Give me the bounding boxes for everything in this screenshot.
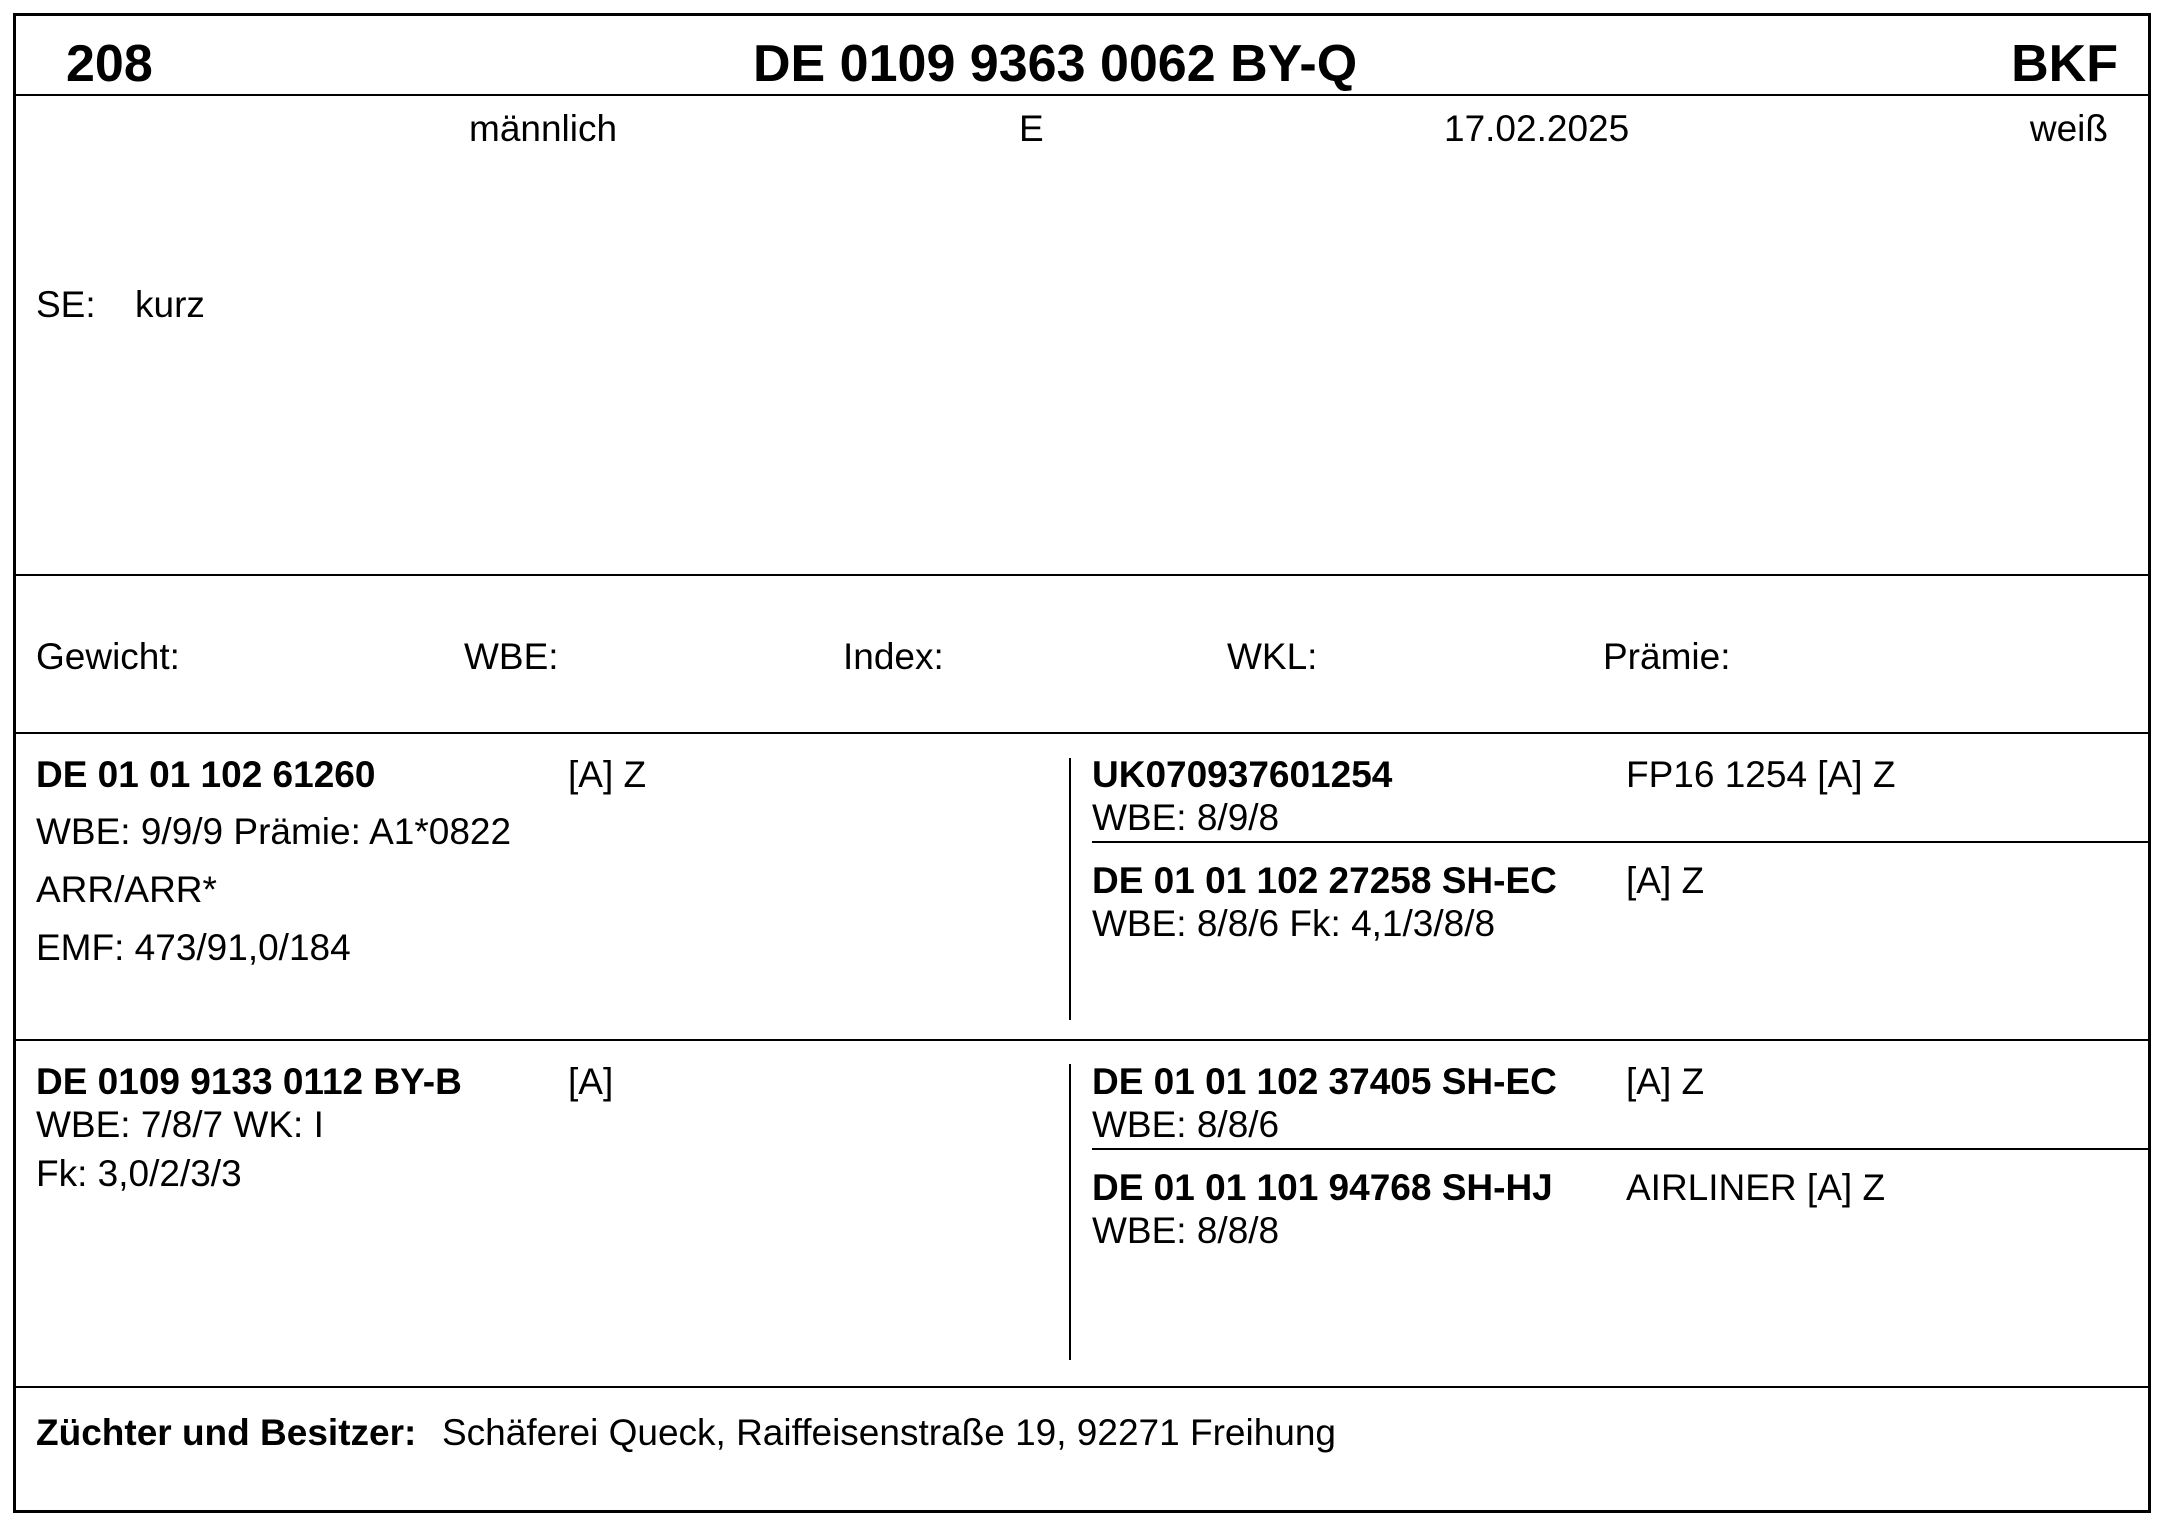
class-value: E: [1019, 108, 1044, 149]
dam-tags: [A]: [568, 1061, 614, 1102]
divider: [1092, 841, 2148, 843]
index-label: Index:: [843, 636, 944, 677]
sire-sire-id: UK070937601254: [1092, 754, 1393, 795]
sire-dam-wbe: WBE: 8/8/6 Fk: 4,1/3/8/8: [1092, 903, 1496, 944]
animal-number: 208: [66, 35, 153, 93]
dam-dam-wbe: WBE: 8/8/8: [1092, 1210, 1280, 1251]
sire-genotype: ARR/ARR*: [36, 869, 217, 910]
divider: [16, 732, 2148, 734]
divider: [16, 1039, 2148, 1041]
divider: [16, 94, 2148, 96]
dam-sire-wbe: WBE: 8/8/6: [1092, 1104, 1280, 1145]
dam-dam-tags: AIRLINER [A] Z: [1626, 1167, 1886, 1208]
wbe-label: WBE:: [464, 636, 559, 677]
sire-sire-tags: FP16 1254 [A] Z: [1626, 754, 1896, 795]
sex-value: männlich: [469, 108, 618, 149]
dam-sire-tags: [A] Z: [1626, 1061, 1705, 1102]
sire-emf: EMF: 473/91,0/184: [36, 927, 351, 968]
sire-dam-tags: [A] Z: [1626, 860, 1705, 901]
dam-dam-id: DE 01 01 101 94768 SH-HJ: [1092, 1167, 1553, 1208]
breed-code: BKF: [2011, 35, 2118, 93]
sire-tags: [A] Z: [568, 754, 647, 795]
sire-dam-id: DE 01 01 102 27258 SH-EC: [1092, 860, 1557, 901]
breeder-owner-value: Schäferei Queck, Raiffeisenstraße 19, 92271 Freihung: [442, 1412, 1336, 1453]
breeder-owner-label: Züchter und Besitzer:: [36, 1412, 417, 1453]
divider: [16, 1386, 2148, 1388]
sire-wbe: WBE: 9/9/9 Prämie: A1*0822: [36, 811, 512, 852]
divider: [1069, 758, 1071, 1020]
dam-id: DE 0109 9133 0112 BY-B: [36, 1061, 462, 1102]
color-value: weiß: [2029, 108, 2108, 149]
se-value: kurz: [135, 284, 205, 325]
dam-wbe: WBE: 7/8/7 WK: I: [36, 1104, 324, 1145]
se-label: SE:: [36, 284, 96, 325]
ear-tag-number: DE 0109 9363 0062 BY-Q: [753, 35, 1358, 93]
sire-id: DE 01 01 102 61260: [36, 754, 376, 795]
praemie-label: Prämie:: [1603, 636, 1731, 677]
weight-label: Gewicht:: [36, 636, 180, 677]
pedigree-card: [13, 13, 2151, 1513]
divider: [16, 574, 2148, 576]
dam-sire-id: DE 01 01 102 37405 SH-EC: [1092, 1061, 1557, 1102]
dam-fk: Fk: 3,0/2/3/3: [36, 1153, 242, 1194]
birth-date: 17.02.2025: [1444, 108, 1630, 149]
wkl-label: WKL:: [1227, 636, 1318, 677]
divider: [1092, 1148, 2148, 1150]
divider: [1069, 1064, 1071, 1360]
sire-sire-wbe: WBE: 8/9/8: [1092, 797, 1280, 838]
